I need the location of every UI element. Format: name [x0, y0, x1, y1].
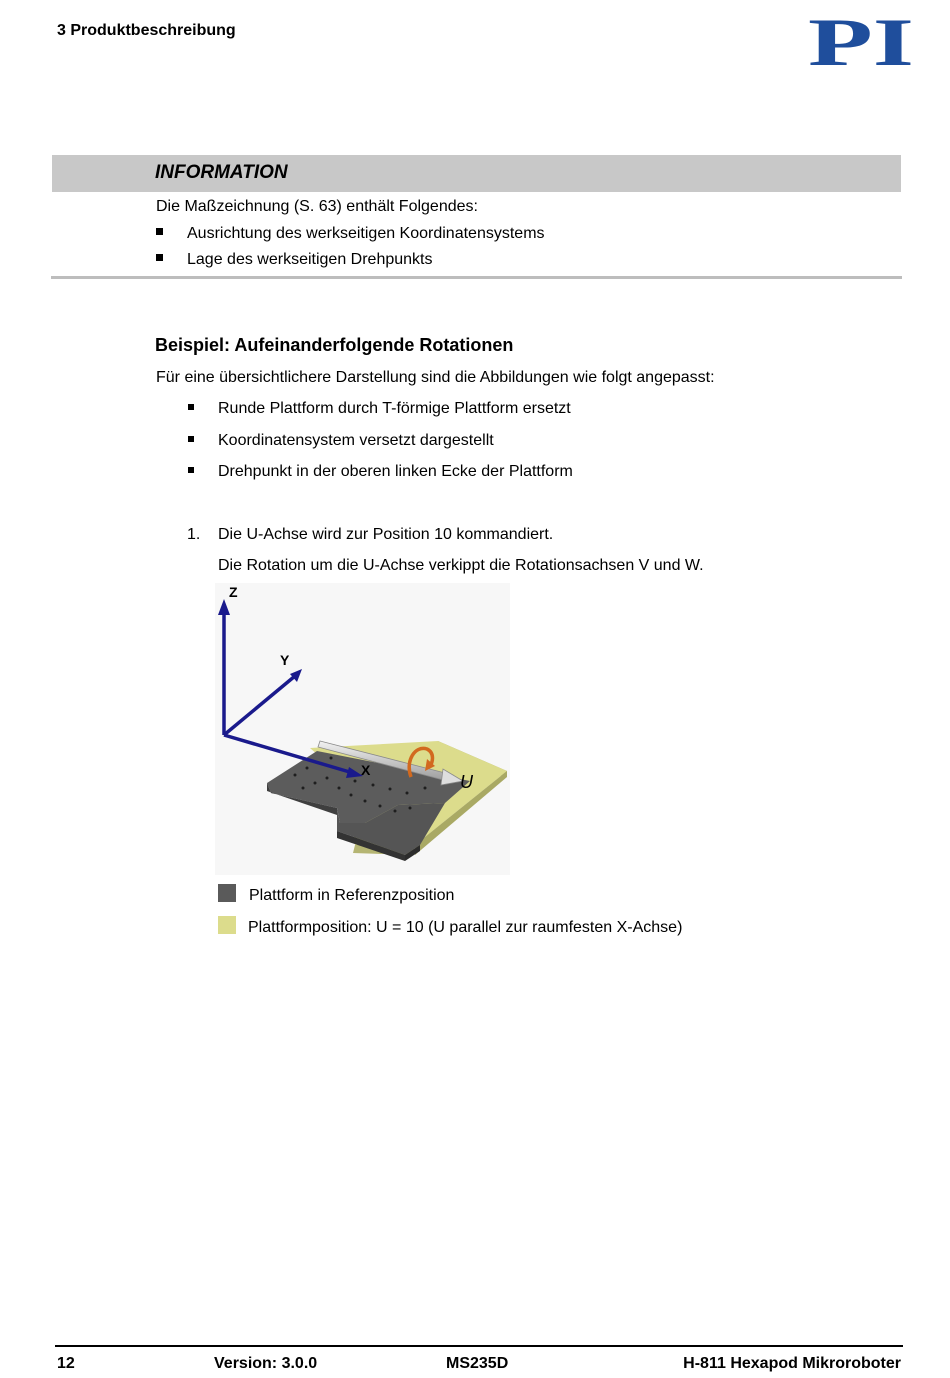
step-number: 1. [187, 526, 201, 543]
step-text: Die U-Achse wird zur Position 10 kommandiert. [218, 526, 554, 543]
section-heading: Beispiel: Aufeinanderfolgende Rotationen [155, 335, 514, 355]
chapter-title: 3 Produktbeschreibung [57, 22, 236, 39]
information-bullet [156, 225, 545, 243]
bullet-square-icon [188, 436, 194, 442]
footer-divider [55, 1345, 903, 1347]
bullet-text: Runde Plattform durch T-förmige Plattform ersetzt [218, 400, 571, 417]
legend-swatch-reference [218, 884, 236, 902]
footer-document-id: MS235D [446, 1355, 509, 1372]
axis-label-y: Y [280, 652, 290, 668]
information-divider [51, 276, 902, 279]
pi-logo-text: PI [808, 14, 914, 70]
legend-label-reference: Plattform in Referenzposition [249, 887, 455, 904]
example-bullet [188, 400, 571, 418]
information-bullet [156, 251, 432, 269]
section-intro: Für eine übersichtlichere Darstellung sind die Abbildungen wie folgt angepasst: [156, 369, 715, 386]
axis-label-z: Z [229, 584, 238, 600]
bullet-text: Ausrichtung des werkseitigen Koordinatensystems [187, 225, 545, 242]
pi-logo [808, 14, 916, 70]
bullet-square-icon [188, 467, 194, 473]
information-intro: Die Maßzeichnung (S. 63) enthält Folgendes: [156, 198, 478, 215]
example-bullet [188, 463, 573, 481]
axis-label-x: X [361, 762, 371, 778]
step-subtext: Die Rotation um die U-Achse verkippt die Rotationsachsen V und W. [218, 557, 704, 574]
axis-label-u: U [460, 772, 473, 792]
bullet-square-icon [156, 254, 163, 261]
information-title: INFORMATION [155, 162, 288, 183]
example-bullet [188, 432, 494, 450]
bullet-square-icon [188, 404, 194, 410]
legend-swatch-position [218, 916, 236, 934]
footer-version: Version: 3.0.0 [214, 1355, 318, 1372]
legend-label-position: Plattformposition: U = 10 (U parallel zur raumfesten X-Achse) [248, 919, 683, 936]
footer-product-name: H-811 Hexapod Mikroroboter [683, 1355, 901, 1372]
footer-page-number: 12 [57, 1355, 75, 1372]
bullet-square-icon [156, 228, 163, 235]
bullet-text: Lage des werkseitigen Drehpunkts [187, 251, 433, 268]
rotation-figure [215, 583, 510, 875]
bullet-text: Koordinatensystem versetzt dargestellt [218, 432, 494, 449]
bullet-text: Drehpunkt in der oberen linken Ecke der Plattform [218, 463, 573, 480]
